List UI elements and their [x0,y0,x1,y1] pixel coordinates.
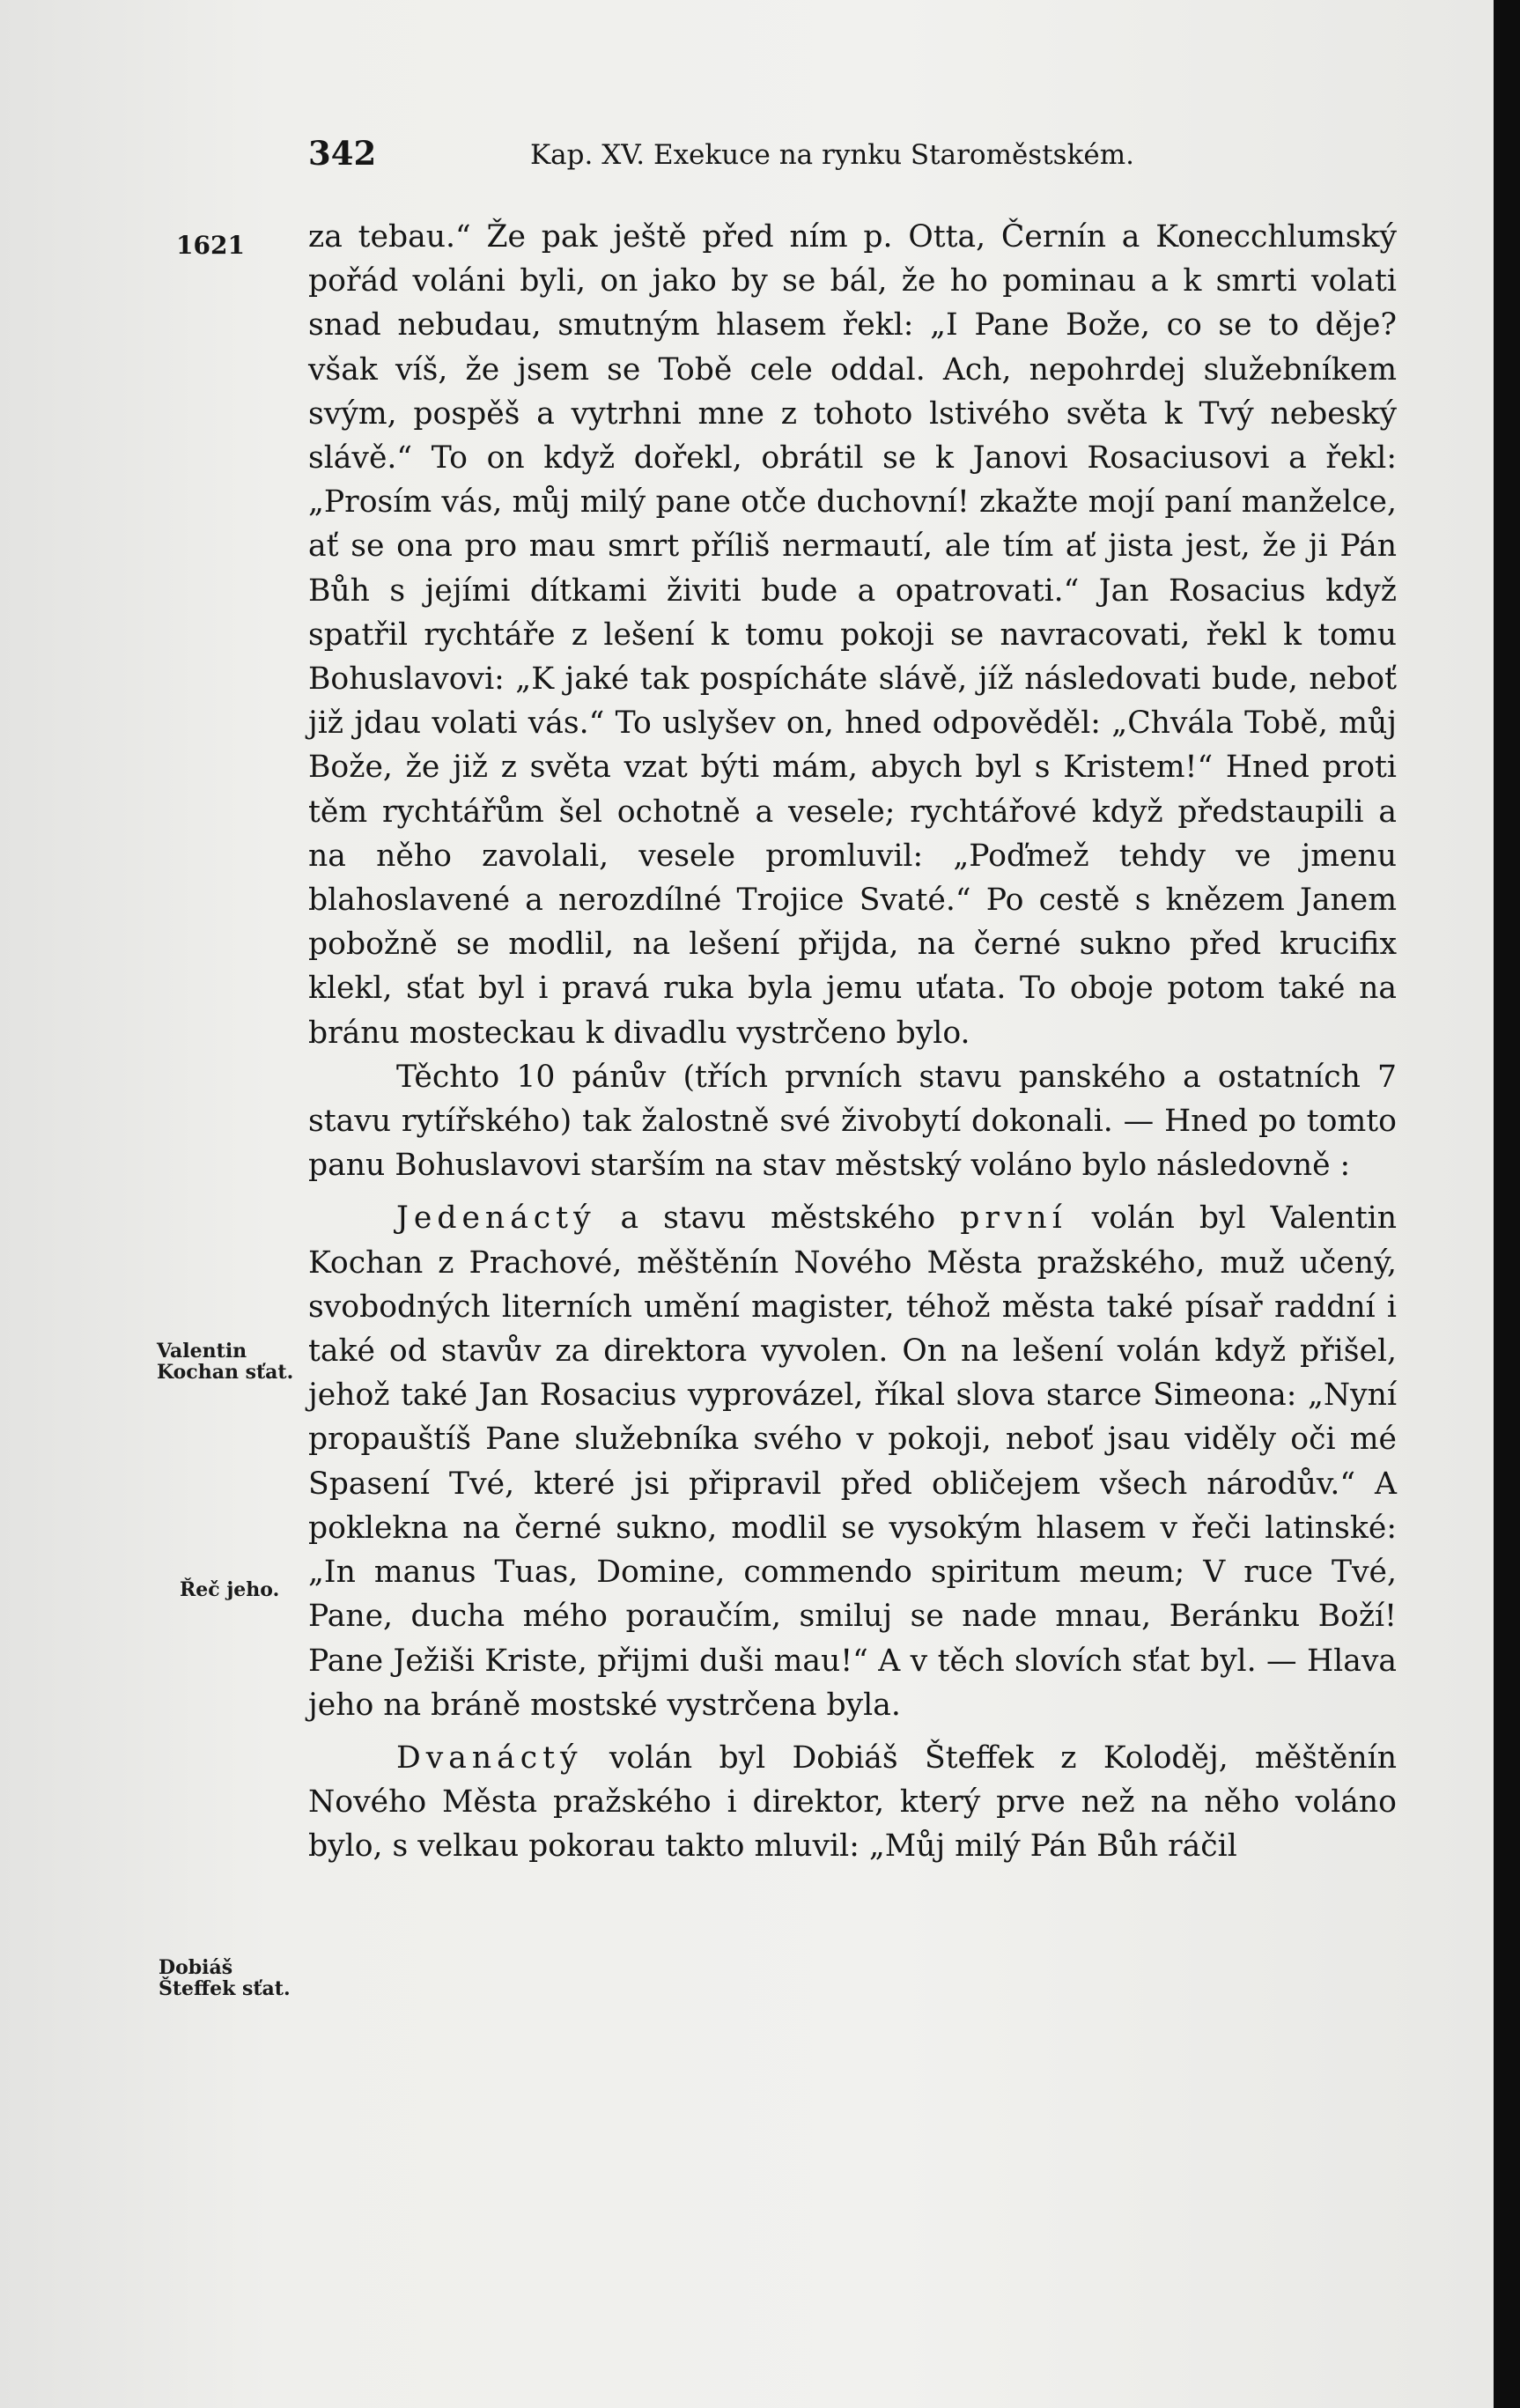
paragraph-1: za tebau.“ Že pak ještě před ním p. Otta, Černín a Konecchlumský pořád voláni byli, on jako by se bál, že ho pominau a k smrti volati snad nebudau, smutným hlasem řekl: „I Pane Bože, co se to děje? však víš, že jsem se Tobě cele oddal. Ach, nepohrdej služebníkem svým, pospěš a vytrhni mne z tohoto lstivého světa k Tvý nebeský slávě.“ To on když dořekl, obrátil se k Janovi Rosaciusovi a řekl: „Prosím vás, můj milý pane otče duchovní! zkažte mojí paní manželce, ať se ona pro mau smrt příliš nermautí, ale tím ať jista jest, že ji Pán Bůh s jejími dítkami živiti bude a opatrovati.“ Jan Rosacius když spatřil rychtáře z lešení k tomu pokoji se navracovati, řekl k tomu Bohuslavovi: „K jaké tak pospícháte slávě, jíž následovati bude, neboť již jdau volati vás.“ To uslyšev on, hned odpověděl: „Chvála Tobě, můj Bože, že již z světa vzat býti mám, abych byl s Kristem!“ Hned proti těm rychtářům šel ochotně a vesele; rychtářové když předstaupili a na něho zavolali, vesele promluvil: „Poďmež tehdy ve jmenu blahoslavené a nerozdílné Trojice Svaté.“ Po cestě s knězem Janem pobožně se modlil, na lešení přijda, na černé sukno před krucifix klekl, sťat byl i pravá ruka byla jemu uťata. To oboje potom také na bránu mosteckau k divadlu vystrčeno bylo. [308,219,1397,1051]
paragraph-3 [308,1196,1397,1726]
running-title: Kap. XV. Exekuce na rynku Staroměstském. [530,139,1134,171]
margin-note-valentin: Valentin Kochan sťat. [157,1340,294,1384]
margin-year: 1621 [176,231,245,260]
margin-note-dobias: Dobiáš Šteffek sťat. [159,1956,291,2000]
body-text [308,215,1397,1869]
margin-note-speech: Řeč jeho. [180,1578,280,1601]
paragraph-4 [308,1736,1397,1869]
paragraph-4-rest: volán byl Dobiáš Šteffek z Koloděj, měštěnín Nového Města pražského i direktor, který prve než na něho voláno bylo, s velkau pokorau takto mluvil: „Můj milý Pán Bůh ráčil [308,1740,1397,1865]
paragraph-3-part: a stavu městského [595,1200,961,1237]
scan-edge [1494,0,1520,2408]
ordinal-twelfth: Dvanáctý [396,1740,583,1776]
page-header [308,134,1400,183]
paragraph-3-rest: volán byl Valentin Kochan z Prachové, měštěnín Nového Města pražského, muž učený, svobodných literních umění magister, téhož města také písař raddní i také od stavův za direktora vyvolen. On na lešení volán když přišel, jehož také Jan Rosacius vyprovázel, říkal slova starce Simeona: „Nyní propauštíš Pane služebníka svého v pokoji, neboť jsau viděly oči mé Spasení Tvé, které jsi připravil před obličejem všech národův.“ A poklekna na černé sukno, modlil se vysokým hlasem v řeči latinské: „In manus Tuas, Domine, commendo spiritum meum; V ruce Tvé, Pane, ducha mého poraučím, smiluj se nade mnau, Beránku Boží! Pane Ježiši Kriste, přijmi duši mau!“ A v těch slovích sťat byl. — Hlava jeho na bráně mostské vystrčena byla. [308,1200,1397,1723]
paragraph-2: Těchto 10 pánův (třích prvních stavu panského a ostatních 7 stavu rytířského) tak žalostně své živobytí dokonali. — Hned po tomto panu Bohuslavovi starším na stav městský voláno bylo následovně : [308,1059,1397,1184]
word-first: první [960,1200,1067,1237]
ordinal-eleventh: Jedenáctý [396,1200,596,1237]
page-number: 342 [308,134,377,173]
